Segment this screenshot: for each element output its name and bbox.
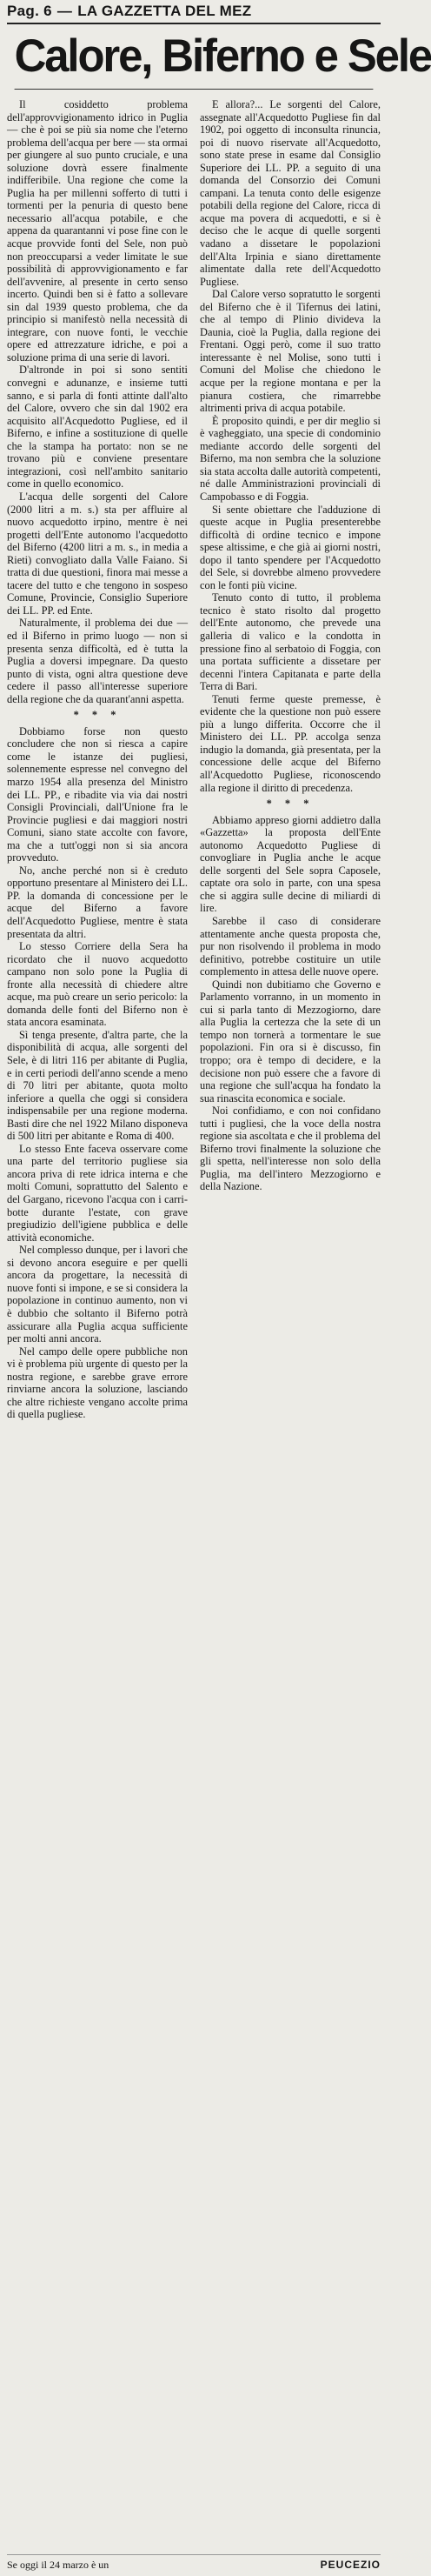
article-paragraph: Dal Calore verso sopratutto le sorgenti del Biferno che è il Tifernus dei latini, che al tempo di Plinio divideva la Daunia, cioè la Puglia, dalla regione dei Frentani. Oggi però, come il suo tratto interessante è nel Molise, sono tutti i Comuni del Molise che chiedono le acque per la regione montana e per la pianura costiera, che rimarrebbe altrimenti priva di acqua potabile. — [200, 288, 381, 415]
article-paragraph: Nel complesso dunque, per i lavori che si devono ancora eseguire e per quelli ancora da progettare, la necessità di nuove fonti si impone, e se si considera la popolazione in continuo aumento, non vi è dubbio che soltanto il Biferno potrà assicurare alla Puglia acqua sufficiente per molti anni ancora. — [7, 1244, 188, 1345]
article-paragraph: E allora?... Le sorgenti del Calore, assegnate all'Acquedotto Pugliese fin dal 1902, poi oggetto di inconsulta rinuncia, poi di nuovo riservate all'Acquedotto, sono state prese in esame dal Consiglio Superiore dei LL. PP. a seguito di una domanda del Consorzio dei Comuni campani. La tenuta conto delle esigenze potabili della regione del Calore, ricca di acque ma povera di acquedotti, e si è deciso che le acque di quelle sorgenti vadano a dissetare le popolazioni dell'Alta Irpinia e siano direttamente alimentate dalla rete dell'Acquedotto Pugliese. — [200, 98, 381, 288]
article-paragraph: Quindi non dubitiamo che Governo e Parlamento vorranno, in un momento in cui si parla tanto di Mezzogiorno, dare alla Puglia la certezza che la sete di un tempo non tornerà a tormentare le sue popolazioni. Fin ora si è discusso, fin troppo; ora è tempo di decidere, e la decisione non può essere che a favore di una regione che sull'acqua ha fondato la sua rinascita economica e sociale. — [200, 978, 381, 1104]
article-paragraph: Nel campo delle opere pubbliche non vi è problema più urgente di questo per la nostra regione, e sarebbe grave errore rinviarne ancora la soluzione, lasciando che altre richieste vengano accolte prima di quella pugliese. — [7, 1345, 188, 1421]
author-signature: PEUCEZIO — [320, 2559, 381, 2571]
article-paragraph: L'acqua delle sorgenti del Calore (2000 litri a m. s.) sta per affluire al nuovo acquedotto irpino, mentre è nei progetti dell'Ente autonomo l'acquedotto del Biferno (4200 litri a m. s., in media a Rieti) convogliato dalla Valle Faiano. Si tratta di due questioni, finora mai messe a tacere del tutto e che tengono in sospeso Comune, Provincie, Consiglio Superiore dei LL. PP. ed Ente. — [7, 490, 188, 617]
article-paragraph: Il cosiddetto problema dell'approvvigionamento idrico in Puglia — che è poi se più sia nome che l'eterno problema dell'acqua per bere — sta ormai per giungere al suo punto cruciale, e una soluzione dovrà essere finalmente indifferibile. Una regione che come la Puglia ha per millenni sofferto di tutti i tormenti per la penuria di questo bene necessario all'acqua potabile, e che appena da quarantanni vi pose fine con le acque provvide fonti del Sele, non può non preoccuparsi a veder limitate le sue possibilità di approvvigionamento e far dell'avvenire, al presente in certo senso incerto. Quindi ben si è fatto a sollevare sin dal 1939 questo problema, che da principio si manifestò nella necessità di integrare, con nuove fonti, le vecchie opere ed attrezzature idriche, e poi a soluzione prima di una serie di lavori. — [7, 98, 188, 364]
section-separator: * * * — [73, 709, 122, 722]
article-paragraph: Tenuti ferme queste premesse, è evidente che la questione non può essere più a lungo differita. Occorre che il Ministero dei LL. PP. accolga senza indugio la domanda, già presentata, per la concessione delle acque del Biferno all'Acquedotto Pugliese, riconoscendo alla regione il diritto di precedenza. — [200, 692, 381, 794]
article-paragraph: Abbiamo appreso giorni addietro dalla «Gazzetta» la proposta dell'Ente autonomo Acquedotto Pugliese di convogliare in Puglia anche le acque delle sorgenti del Sele sopra Caposele, captate ora solo in parte, con una spesa che si aggira sulle decine di miliardi di lire. — [200, 813, 381, 915]
article-paragraph: Tenuto conto di tutto, il problema tecnico è stato risolto dal progetto dell'Ente autonomo, che prevede una galleria di valico e la condotta in pressione fino al serbatoio di Foggia, con una portata sufficiente a dissetare per decenni l'intera Capitanata e parte della Terra di Bari. — [200, 591, 381, 693]
article-paragraph: Si sente obiettare che l'adduzione di queste acque in Puglia presenterebbe difficoltà di ordine tecnico e impone spese altissime, e che già ai giorni nostri, dopo il tanto spendere per l'Acquedotto del Sele, si dovrebbe almeno provvedere con le fonti più vicine. — [200, 503, 381, 591]
article-headline: Calore, Biferno e Sele — [15, 31, 374, 90]
section-separator: * * * — [266, 797, 315, 811]
article-paragraph: Noi confidiamo, e con noi confidano tutti i pugliesi, che la voce della nostra regione sia ascoltata e che il problema del Biferno trovi finalmente la soluzione che gli spetta, nell'interesse non solo della Puglia, ma dell'intero Mezzogiorno e della Nazione. — [200, 1104, 381, 1193]
article-column-left — [7, 98, 188, 2559]
masthead — [7, 0, 381, 24]
article-paragraph: Dobbiamo forse non questo concludere che non si riesca a capire come le istanze dei pugliesi, solennemente espresse nel convegno del marzo 1954 alla presenza del Ministro dei LL. PP., e ribadite via via dai nostri Consigli Provinciali, dall'Unione fra le Provincie pugliesi e dai maggiori nostri Comuni, siano state accolte con favore, ma che a tutt'oggi non si sia ancora provveduto. — [7, 724, 188, 864]
article-paragraph: D'altronde in poi si sono sentiti convegni e adunanze, e insieme tutti sanno, e si parla di fonti attinte dall'alto del Calore, ovvero che sin dal 1902 era acquisito all'Acquedotto Pugliese, ed il Biferno, e infine a sostituzione di quelle che la stampa ha portato: non se ne trovano più e conviene presentare integrazioni, così nell'ambito sanitario come in quello economico. — [7, 364, 188, 491]
article-paragraph: Sì tenga presente, d'altra parte, che la disponibilità di acqua, alle sorgenti del Sele, è di litri 116 per abitante di Puglia, e in certi periodi dell'anno scende a meno di 70 litri per abitante, quota molto inferiore a quella che oggi si considera indispensabile per una regione moderna. Basti dire che nel 1922 Milano disponeva di 500 litri per abitante e Roma di 400. — [7, 1028, 188, 1143]
masthead-dash: — — [56, 3, 73, 19]
article-paragraph: Lo stesso Corriere della Sera ha ricordato che il nuovo acquedotto campano non solo pone la Puglia di fronte alla necessità di chiedere altre acque, ma può creare un serio pericolo: la domanda delle fonti del Biferno non è stata ancora esaminata. — [7, 940, 188, 1029]
footer-text: Se oggi il 24 marzo è un — [7, 2558, 109, 2571]
article-paragraph: Lo stesso Ente faceva osservare come una parte del territorio pugliese sia ancora priva di rete idrica interna e che molti Comuni, soprattutto del Salento e del Gargano, ricevono l'acqua con i carri-botte durante l'estate, con grave pregiudizio dell'igiene pubblica e delle attività economiche. — [7, 1142, 188, 1244]
page-number: Pag. 6 — [7, 3, 52, 19]
article-paragraph: È proposito quindi, e per dir meglio si è vagheggiato, una specie di condominio mediante accordo delle sorgenti del Biferno, ma non sembra che la soluzione sia stata accolta dalle autorità competenti, né dalle Amministrazioni provinciali di Campobasso e di Foggia. — [200, 414, 381, 503]
article-body — [7, 98, 381, 2559]
article-paragraph: Naturalmente, il problema dei due — ed il Biferno in primo luogo — non si presenta senza difficoltà, ed è tutta la Puglia a doversi impegnare. Da questo punto di vista, ogni altra questione deve cedere il passo all'interesse superiore della regione che da quarant'anni aspetta. — [7, 617, 188, 705]
article-column-right — [200, 98, 381, 2559]
page-footer — [7, 2554, 381, 2574]
article-paragraph: Sarebbe il caso di considerare attentamente anche questa proposta che, pur non risolvendo il problema in modo definitivo, potrebbe costituire un utile complemento in attesa delle nuove opere. — [200, 915, 381, 978]
article-paragraph: No, anche perché non si è creduto opportuno presentare al Ministero dei LL. PP. la domanda di concessione per le acque del Biferno a favore dell'Acquedotto Pugliese, mentre è stata presentata da altri. — [7, 864, 188, 940]
newspaper-title: LA GAZZETTA DEL MEZ — [77, 3, 252, 19]
